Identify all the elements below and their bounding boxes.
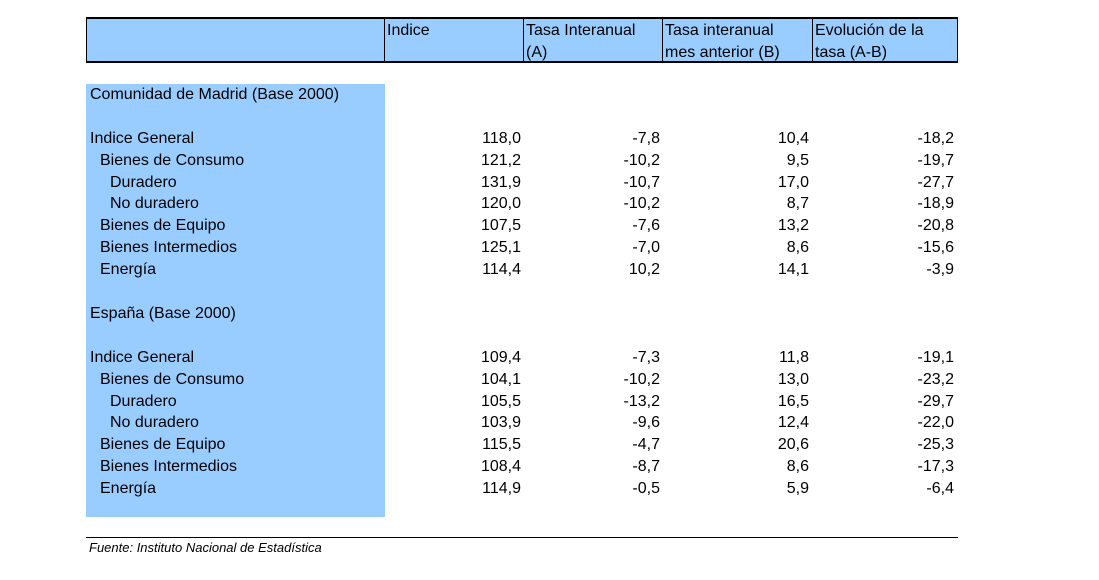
row-value: 118,0	[482, 130, 521, 147]
row-value: -20,8	[917, 217, 954, 235]
row-label: Energía	[100, 260, 157, 278]
table-row	[0, 172, 1099, 194]
row-value: -3,9	[926, 260, 954, 278]
row-value: -0,5	[632, 479, 660, 497]
row-value: 108,4	[480, 458, 521, 475]
source-note: Fuente: Instituto Nacional de Estadística	[89, 540, 322, 555]
header-evolucion-tasa-line2: tasa (A-B)	[815, 44, 888, 61]
row-value: -18,2	[917, 130, 954, 147]
header-tasa-interanual-line2: (A)	[526, 44, 548, 61]
table-header	[86, 17, 958, 63]
table-row	[0, 259, 1099, 281]
row-value: 17,0	[777, 173, 809, 191]
row-value: 10,4	[777, 130, 809, 147]
table-row	[0, 237, 1099, 259]
row-value: -15,6	[917, 239, 954, 256]
row-value: 104,1	[480, 370, 521, 388]
row-value: 13,2	[777, 217, 809, 235]
table-row	[0, 412, 1099, 434]
header-tasa-interanual	[523, 19, 662, 61]
row-label: Bienes de Consumo	[100, 151, 245, 169]
row-value: -19,7	[917, 151, 954, 169]
row-value: -22,0	[917, 414, 954, 432]
footer-rule	[86, 537, 958, 538]
row-value: 131,9	[480, 173, 521, 191]
row-value: 5,9	[786, 479, 809, 497]
row-value: -8,7	[632, 458, 660, 475]
row-value: 12,4	[777, 414, 809, 432]
row-value: 114,4	[482, 260, 521, 278]
row-value: -25,3	[917, 436, 954, 454]
table-row	[0, 150, 1099, 172]
row-value: 114,9	[482, 479, 521, 497]
header-indice-label: Indice	[387, 22, 430, 39]
row-value: -18,9	[917, 195, 954, 213]
row-value: -19,1	[917, 349, 954, 366]
row-value: -7,0	[632, 239, 660, 256]
table-row	[0, 128, 1099, 150]
row-value: -27,7	[917, 173, 954, 191]
row-label: No duradero	[110, 414, 199, 432]
row-value: 120,0	[480, 195, 521, 213]
row-value: 8,7	[786, 195, 809, 213]
header-tasa-interanual-line1: Tasa Interanual	[526, 22, 636, 39]
header-tasa-mes-anterior	[662, 19, 812, 61]
row-value: -7,8	[632, 130, 660, 147]
row-value: -17,3	[917, 458, 954, 475]
row-value: -10,7	[623, 173, 660, 191]
row-label: Bienes de Equipo	[100, 217, 226, 235]
row-value: 9,5	[786, 151, 809, 169]
row-value: -10,2	[623, 151, 660, 169]
row-label: Bienes Intermedios	[100, 458, 237, 475]
row-value: -7,3	[632, 349, 660, 366]
row-value: 8,6	[786, 458, 809, 475]
section-title: España (Base 2000)	[90, 305, 236, 322]
section-title: Comunidad de Madrid (Base 2000)	[90, 86, 340, 103]
row-value: 11,8	[779, 349, 809, 366]
row-label: Duradero	[110, 392, 177, 410]
header-evolucion-tasa-line1: Evolución de la	[815, 22, 924, 39]
table-row	[0, 347, 1099, 369]
row-value: 107,5	[480, 217, 521, 235]
header-evolucion-tasa	[812, 19, 957, 61]
row-value: -29,7	[917, 392, 954, 410]
row-value: -10,2	[623, 370, 660, 388]
section-title-row	[0, 84, 1099, 106]
table-row	[0, 434, 1099, 456]
row-value: 20,6	[777, 436, 809, 454]
section-title-row	[0, 303, 1099, 325]
table-row	[0, 215, 1099, 237]
row-value: 16,5	[777, 392, 809, 410]
header-tasa-mes-anterior-line1: Tasa interanual	[665, 22, 774, 39]
table-row	[0, 478, 1099, 500]
row-value: 8,6	[786, 239, 809, 256]
table-row	[0, 391, 1099, 413]
row-value: -7,6	[632, 217, 660, 235]
row-value: 13,0	[777, 370, 809, 388]
row-value: 115,5	[482, 436, 521, 454]
row-label: No duradero	[110, 195, 199, 213]
row-label: Bienes de Equipo	[100, 436, 226, 454]
table-row	[0, 193, 1099, 215]
table-row	[0, 456, 1099, 478]
row-label: Indice General	[90, 349, 195, 366]
row-value: -9,6	[632, 414, 660, 432]
table-row	[0, 369, 1099, 391]
row-label: Duradero	[110, 173, 177, 191]
row-value: 10,2	[628, 260, 660, 278]
row-value: 109,4	[480, 349, 521, 366]
row-value: 105,5	[480, 392, 521, 410]
row-value: 121,2	[480, 151, 521, 169]
row-value: -4,7	[632, 436, 660, 454]
row-value: 125,1	[480, 239, 521, 256]
row-label: Indice General	[90, 130, 195, 147]
row-value: -13,2	[623, 392, 660, 410]
row-label: Bienes de Consumo	[100, 370, 245, 388]
row-value: 14,1	[777, 260, 809, 278]
row-value: -23,2	[917, 370, 954, 388]
row-value: -10,2	[623, 195, 660, 213]
row-value: -6,4	[926, 479, 954, 497]
row-label: Energía	[100, 479, 157, 497]
header-tasa-mes-anterior-line2: mes anterior (B)	[665, 44, 780, 61]
header-indice	[384, 19, 523, 61]
row-label: Bienes Intermedios	[100, 239, 237, 256]
row-value: 103,9	[480, 414, 521, 432]
